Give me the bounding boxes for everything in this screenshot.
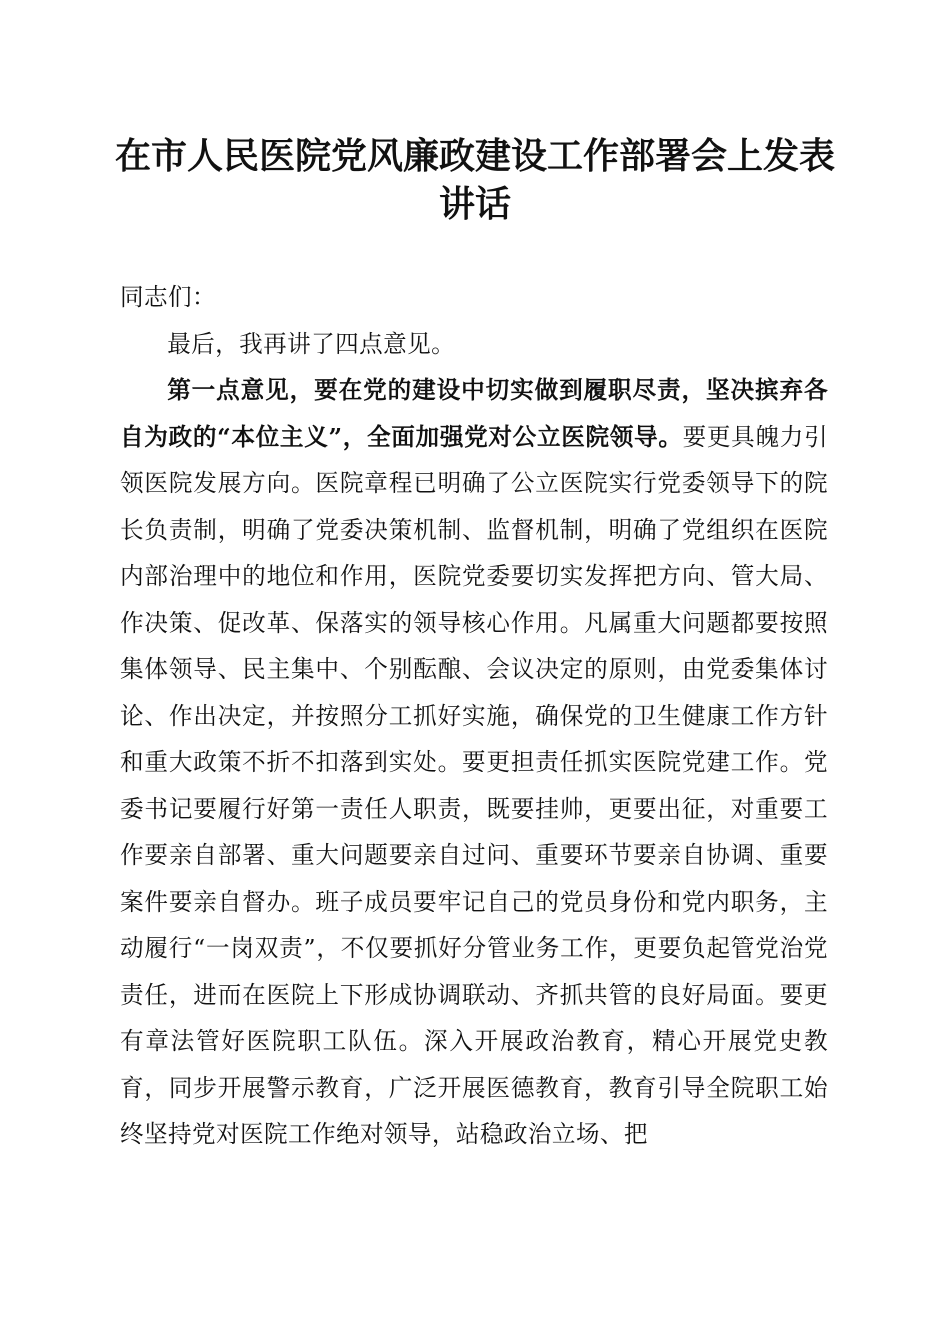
main-paragraph bbox=[120, 367, 828, 1158]
document-body bbox=[120, 274, 828, 1158]
intro-paragraph: 最后，我再讲了四点意见。 bbox=[167, 329, 456, 358]
paragraph-body-text: 要更具魄力引领医院发展方向。医院章程已明确了公立医院实行党委领导下的院长负责制，明确了党委决策机制、监督机制，明确了党组织在医院内部治理中的地位和作用，医院党委要切实发挥把方向、管大局、作决策、促改革、保落实的领导核心作用。凡属重大问题都要按照集体领导、民主集中、个别酝酿、会议决定的原则，由党委集体讨论、作出决定，并按照分工抓好实施，确保党的卫生健康工作方针和重大政策不折不扣落到实处。要更担责任抓实医院党建工作。党委书记要履行好第一责任人职责，既要挂帅，更要出征，对重要工作要亲自部署、重大问题要亲自过问、重要环节要亲自协调、重要案件要亲自督办。班子成员要牢记自己的党员身份和党内职务，主动履行“一岗双责”，不仅要抓好分管业务工作，更要负起管党治党责任，进而在医院上下形成协调联动、齐抓共管的良好局面。要更有章法管好医院职工队伍。深入开展政治教育，精心开展党史教育，同步开展警示教育，广泛开展医德教育，教育引导全院职工始终坚持党对医院工作绝对领导，站稳政治立场、把 bbox=[120, 422, 828, 1148]
paragraph-lead-sentence: 第一点意见，要在党的建设中切实做到履职尽责，坚决摈弃各自为政的“本位主义”，全面加强党对公立医院领导。 bbox=[120, 376, 828, 451]
document-title: 在市人民医院党风廉政建设工作部署会上发表讲话 bbox=[114, 135, 835, 225]
salutation: 同志们： bbox=[120, 283, 216, 311]
